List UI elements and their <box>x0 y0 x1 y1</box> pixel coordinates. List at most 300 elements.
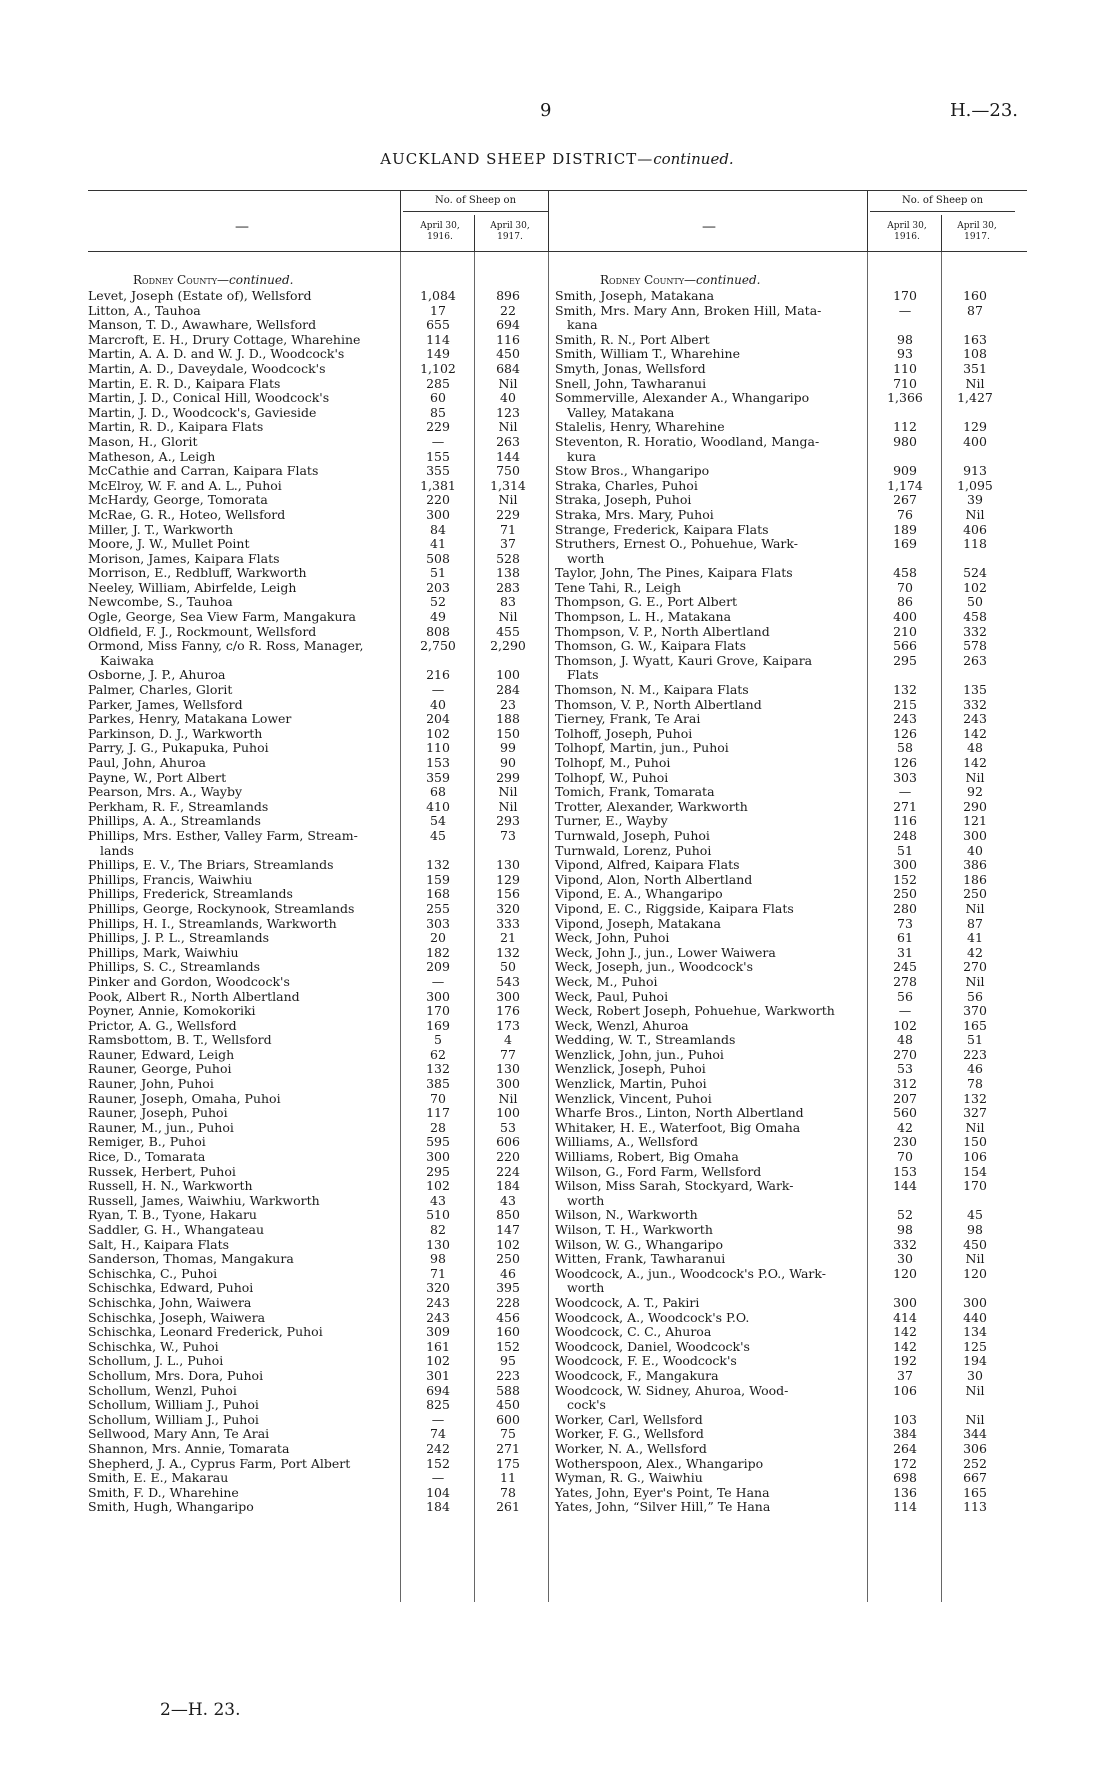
owner-name: Manson, T. D., Awawhare, Wellsford <box>88 317 317 333</box>
sheep-1917: 228 <box>496 1294 520 1310</box>
sheep-1916: 207 <box>893 1090 917 1106</box>
document-reference: H.—23. <box>949 100 1018 121</box>
owner-name: Whitaker, H. E., Waterfoot, Big Omaha <box>555 1119 801 1135</box>
table-row <box>555 1500 1027 1515</box>
sheep-1916: 74 <box>430 1426 446 1442</box>
table-row <box>88 1486 560 1501</box>
sheep-1917: 132 <box>963 1090 987 1106</box>
sheep-1916: 142 <box>893 1324 917 1340</box>
sheep-1916: 2,750 <box>420 638 456 654</box>
table-row <box>88 1427 560 1442</box>
owner-name: Wenzlick, John, jun., Puhoi <box>555 1046 724 1062</box>
sheep-1917: 134 <box>963 1324 987 1340</box>
sheep-1917: 667 <box>963 1470 987 1486</box>
table-row <box>555 683 1027 698</box>
sheep-1917: 135 <box>963 682 987 698</box>
sheep-1917: Nil <box>965 1119 985 1135</box>
sheep-1916: 98 <box>430 1251 446 1267</box>
table-row <box>555 873 1027 888</box>
header-date-1917: April 30, 1917. <box>490 221 530 242</box>
table-row <box>88 304 560 319</box>
owner-name: Neeley, William, Abirfelde, Leigh <box>88 579 297 595</box>
owner-name: Weck, John, Puhoi <box>555 930 670 946</box>
owner-name: Woodcock, A. T., Pakiri <box>555 1294 700 1310</box>
sheep-1916: 153 <box>893 1163 917 1179</box>
sheep-1916: 106 <box>893 1382 917 1398</box>
owner-name: Phillips, Francis, Waiwhiu <box>88 871 253 887</box>
owner-name: Phillips, Mark, Waiwhiu <box>88 944 239 960</box>
owner-name: Woodcock, F., Mangakura <box>555 1367 719 1383</box>
table-row <box>555 1033 1027 1048</box>
owner-name: Mason, H., Glorit <box>88 433 198 449</box>
sheep-1917: 184 <box>496 1178 520 1194</box>
owner-name: Parkes, Henry, Matakana Lower <box>88 711 292 727</box>
sheep-1916: 152 <box>426 1455 450 1471</box>
owner-name: Oldfield, F. J., Rockmount, Wellsford <box>88 623 317 639</box>
sheep-1916: 825 <box>426 1397 450 1413</box>
owner-name: Sanderson, Thomas, Mangakura <box>88 1251 294 1267</box>
owner-name: Schischka, Joseph, Waiwera <box>88 1309 266 1325</box>
owner-name: Williams, A., Wellsford <box>555 1134 698 1150</box>
sheep-1917: 39 <box>967 492 983 508</box>
sheep-1917: 116 <box>496 331 520 347</box>
sheep-1916: 209 <box>426 959 450 975</box>
sheep-1917: 30 <box>967 1367 983 1383</box>
owner-name: Schollum, Mrs. Dora, Puhoi <box>88 1367 264 1383</box>
sheep-1917: Nil <box>965 900 985 916</box>
owner-name: Trotter, Alexander, Warkworth <box>555 798 748 814</box>
owner-name: Parry, J. G., Pukapuka, Puhoi <box>88 740 269 756</box>
owner-name: Vipond, E. A., Whangaripo <box>555 886 723 902</box>
sheep-1916: 355 <box>426 463 450 479</box>
sheep-1917: 46 <box>967 1061 983 1077</box>
sheep-1916: 400 <box>893 609 917 625</box>
table-row <box>88 741 560 756</box>
sheep-1917: 75 <box>500 1426 516 1442</box>
sheep-1917: Nil <box>965 769 985 785</box>
county-subheading: Rodney County—continued. <box>133 273 294 287</box>
owner-name: Ogle, George, Sea View Farm, Mangakura <box>88 609 356 625</box>
table-row <box>88 347 560 362</box>
sheep-1917: 48 <box>967 740 983 756</box>
sheep-1916: 52 <box>430 594 446 610</box>
owner-name: Weck, John J., jun., Lower Waiwera <box>555 944 776 960</box>
owner-name: McCathie and Carran, Kaipara Flats <box>88 463 319 479</box>
sheep-1917: Nil <box>965 1411 985 1427</box>
table-row <box>88 595 560 610</box>
table-row <box>555 1267 1027 1296</box>
sheep-1916: 5 <box>434 1032 442 1048</box>
sheep-1917: 150 <box>496 725 520 741</box>
page-footer: 2—H. 23. <box>160 1700 241 1720</box>
sheep-1916: 48 <box>897 1032 913 1048</box>
left-column-table <box>88 190 560 1515</box>
owner-name: Perkham, R. F., Streamlands <box>88 798 269 814</box>
table-row <box>555 333 1027 348</box>
owner-name: Yates, John, Eyer's Point, Te Hana <box>555 1484 770 1500</box>
table-row <box>88 523 560 538</box>
sheep-1916: 280 <box>893 900 917 916</box>
right-rows <box>555 272 1027 1515</box>
table-row <box>88 1281 560 1296</box>
sheep-1916: 1,366 <box>887 390 923 406</box>
table-row <box>88 800 560 815</box>
sheep-1916: 76 <box>897 506 913 522</box>
sheep-1916: 28 <box>430 1119 446 1135</box>
sheep-1917: 41 <box>967 930 983 946</box>
sheep-1916: 510 <box>426 1207 450 1223</box>
table-row <box>88 1296 560 1311</box>
sheep-1917: Nil <box>498 1090 518 1106</box>
table-row <box>555 479 1027 494</box>
sheep-1916: 31 <box>897 944 913 960</box>
sheep-1917: 42 <box>967 944 983 960</box>
sheep-1917: 108 <box>963 346 987 362</box>
sheep-1916: 152 <box>893 871 917 887</box>
owner-name: Thomson, J. Wyatt, Kauri Grove, Kaipara Flats <box>555 652 813 683</box>
sheep-1917: 132 <box>496 944 520 960</box>
owner-name: Wharfe Bros., Linton, North Albertland <box>555 1105 804 1121</box>
owner-name: Strange, Frederick, Kaipara Flats <box>555 521 769 537</box>
sheep-1917: 320 <box>496 900 520 916</box>
sheep-1916: 132 <box>426 1061 450 1077</box>
table-row <box>88 1457 560 1472</box>
owner-name: Turnwald, Joseph, Puhoi <box>555 827 710 843</box>
table-row <box>88 1179 560 1194</box>
sheep-1917: 370 <box>963 1003 987 1019</box>
table-row <box>555 1062 1027 1077</box>
owner-name: Schischka, W., Puhoi <box>88 1338 219 1354</box>
sheep-1917: 684 <box>496 360 520 376</box>
sheep-1916: 37 <box>897 1367 913 1383</box>
owner-name: Wilson, G., Ford Farm, Wellsford <box>555 1163 762 1179</box>
sheep-1917: 252 <box>963 1455 987 1471</box>
table-row <box>555 1165 1027 1180</box>
table-row <box>88 435 560 450</box>
owner-name: Phillips, E. V., The Briars, Streamlands <box>88 857 334 873</box>
table-row <box>555 814 1027 829</box>
sheep-1916: — <box>898 1003 912 1019</box>
table-row <box>88 493 560 508</box>
table-row <box>88 1369 560 1384</box>
owner-name: Shannon, Mrs. Annie, Tomarata <box>88 1440 290 1456</box>
table-row <box>555 712 1027 727</box>
sheep-1916: 71 <box>430 1265 446 1281</box>
sheep-1917: 400 <box>963 433 987 449</box>
owner-name: Osborne, J. P., Ahuroa <box>88 667 226 683</box>
owner-name: Parker, James, Wellsford <box>88 696 243 712</box>
owner-name: Pearson, Mrs. A., Wayby <box>88 784 243 800</box>
sheep-1916: 215 <box>893 696 917 712</box>
sheep-1916: 153 <box>426 755 450 770</box>
owner-name: Russell, H. N., Warkworth <box>88 1178 253 1194</box>
sheep-1916: 309 <box>426 1324 450 1340</box>
table-row <box>555 1369 1027 1384</box>
table-row <box>555 902 1027 917</box>
owner-name: Woodcock, F. E., Woodcock's <box>555 1353 737 1369</box>
sheep-1917: 263 <box>496 433 520 449</box>
table-row <box>555 1252 1027 1267</box>
sheep-1916: 110 <box>893 360 917 376</box>
table-row <box>555 1048 1027 1063</box>
sheep-1916: 98 <box>897 331 913 347</box>
sheep-1917: 750 <box>496 463 520 479</box>
sheep-1916: 102 <box>893 1017 917 1033</box>
sheep-1917: 102 <box>496 1236 520 1252</box>
sheep-1917: 1,095 <box>957 477 993 493</box>
sheep-1916: 189 <box>893 521 917 537</box>
sheep-1916: 385 <box>426 1076 450 1092</box>
sheep-1917: 406 <box>963 521 987 537</box>
sheep-1916: 51 <box>430 565 446 581</box>
sheep-1916: 86 <box>897 594 913 610</box>
table-row <box>88 712 560 727</box>
table-row <box>555 1121 1027 1136</box>
sheep-1917: 87 <box>967 915 983 931</box>
sheep-1917: Nil <box>498 798 518 814</box>
sheep-1917: 121 <box>963 813 987 829</box>
owner-name: Rauner, George, Puhoi <box>88 1061 232 1077</box>
sheep-1917: 386 <box>963 857 987 873</box>
table-row <box>88 625 560 640</box>
sheep-1917: 100 <box>496 667 520 683</box>
table-row <box>88 362 560 377</box>
sheep-1916: 60 <box>430 390 446 406</box>
table-row <box>555 1004 1027 1019</box>
sheep-1916: 161 <box>426 1338 450 1354</box>
sheep-1917: 220 <box>496 1149 520 1165</box>
sheep-1916: 45 <box>430 827 446 843</box>
sheep-1917: 46 <box>500 1265 516 1281</box>
table-row <box>88 1354 560 1369</box>
table-row <box>88 450 560 465</box>
sheep-1917: 270 <box>963 959 987 975</box>
sheep-1917: 152 <box>496 1338 520 1354</box>
table-row <box>88 960 560 975</box>
owner-name: Ryan, T. B., Tyone, Hakaru <box>88 1207 257 1223</box>
table-row <box>555 493 1027 508</box>
table-row <box>555 1077 1027 1092</box>
sheep-1916: 278 <box>893 973 917 989</box>
sheep-1917: 528 <box>496 550 520 566</box>
table-row <box>88 479 560 494</box>
table-row <box>555 946 1027 961</box>
sheep-1916: 54 <box>430 813 446 829</box>
header-dash: — <box>235 219 249 235</box>
owner-name: Rice, D., Tomarata <box>88 1149 206 1165</box>
sheep-1917: 588 <box>496 1382 520 1398</box>
sheep-1916: 20 <box>430 930 446 946</box>
table-row <box>88 639 560 668</box>
table-row <box>88 1106 560 1121</box>
owner-name: Weck, Joseph, jun., Woodcock's <box>555 959 753 975</box>
table-row <box>555 435 1027 464</box>
owner-name: Tolhopf, M., Puhoi <box>555 755 671 770</box>
sheep-1916: 93 <box>897 346 913 362</box>
owner-name: Phillips, Frederick, Streamlands <box>88 886 293 902</box>
owner-name: Turnwald, Lorenz, Puhoi <box>555 842 712 858</box>
table-row <box>88 377 560 392</box>
sheep-1916: 58 <box>897 740 913 756</box>
owner-name: Snell, John, Tawharanui <box>555 375 707 391</box>
table-row <box>88 785 560 800</box>
table-row <box>555 464 1027 479</box>
table-header <box>555 190 1027 252</box>
sheep-1916: 710 <box>893 375 917 391</box>
sheep-1916: 300 <box>426 988 450 1004</box>
table-row <box>88 508 560 523</box>
owner-name: Paul, John, Ahuroa <box>88 755 206 770</box>
sheep-1916: 53 <box>897 1061 913 1077</box>
sheep-1916: 82 <box>430 1222 446 1237</box>
sheep-1917: 261 <box>496 1499 520 1515</box>
sheep-1917: 293 <box>496 813 520 829</box>
sheep-1917: 50 <box>500 959 516 975</box>
owner-name: Worker, N. A., Wellsford <box>555 1440 707 1456</box>
sheep-1917: 896 <box>496 288 520 303</box>
sheep-1916: 132 <box>426 857 450 873</box>
table-row <box>555 523 1027 538</box>
owner-name: Thompson, L. H., Matakana <box>555 609 732 625</box>
table-row <box>88 1398 560 1413</box>
sheep-1917: 450 <box>963 1236 987 1252</box>
sheep-1917: 1,427 <box>957 390 993 406</box>
owner-name: Morrison, E., Redbluff, Warkworth <box>88 565 307 581</box>
sheep-1916: 52 <box>897 1207 913 1223</box>
owner-name: Vipond, Joseph, Matakana <box>555 915 721 931</box>
sheep-1917: 290 <box>963 798 987 814</box>
sheep-1917: 154 <box>963 1163 987 1179</box>
owner-name: Woodcock, A., jun., Woodcock's P.O., Wark- worth <box>555 1265 826 1296</box>
owner-name: Smith, Joseph, Matakana <box>555 288 715 303</box>
sheep-1916: 220 <box>426 492 450 508</box>
owner-name: Schollum, William J., Puhoi <box>88 1397 259 1413</box>
owner-name: McElroy, W. F. and A. L., Puhoi <box>88 477 282 493</box>
owner-name: Moore, J. W., Mullet Point <box>88 536 250 552</box>
sheep-1917: 50 <box>967 594 983 610</box>
header-date-1916: April 30, 1916. <box>420 221 460 242</box>
owner-name: Russek, Herbert, Puhoi <box>88 1163 236 1179</box>
sheep-1916: 130 <box>426 1236 450 1252</box>
sheep-1916: 170 <box>426 1003 450 1019</box>
owner-name: Vipond, E. C., Riggside, Kaipara Flats <box>555 900 794 916</box>
owner-name: Schischka, John, Waiwera <box>88 1294 252 1310</box>
table-row <box>88 887 560 902</box>
owner-name: Woodcock, C. C., Ahuroa <box>555 1324 712 1340</box>
sheep-1916: 170 <box>893 288 917 303</box>
owner-name: Phillips, George, Rockynook, Streamlands <box>88 900 355 916</box>
owner-name: Straka, Charles, Puhoi <box>555 477 698 493</box>
header-sheep-on: No. of Sheep on <box>870 195 1015 212</box>
sheep-1917: 160 <box>963 288 987 303</box>
table-row <box>88 1208 560 1223</box>
table-row <box>88 1500 560 1515</box>
owner-name: Rauner, M., jun., Puhoi <box>88 1119 234 1135</box>
sheep-1917: 129 <box>963 419 987 435</box>
owner-name: Smith, Mrs. Mary Ann, Broken Hill, Mata- kana <box>555 302 822 333</box>
sheep-1916: 144 <box>893 1178 917 1194</box>
right-column-table <box>555 190 1027 1515</box>
owner-name: Smith, William T., Wharehine <box>555 346 740 362</box>
sheep-1916: 303 <box>893 769 917 785</box>
sheep-1916: 243 <box>426 1294 450 1310</box>
sheep-1917: 98 <box>967 1222 983 1237</box>
table-row <box>555 1311 1027 1326</box>
sheep-1916: 155 <box>426 448 450 464</box>
sheep-1917: 144 <box>496 448 520 464</box>
table-row <box>88 1238 560 1253</box>
owner-name: Schischka, C., Puhoi <box>88 1265 218 1281</box>
sheep-1917: 284 <box>496 682 520 698</box>
sheep-1916: 243 <box>426 1309 450 1325</box>
table-row <box>555 931 1027 946</box>
table-row <box>88 975 560 990</box>
county-subheading: Rodney County—continued. <box>600 273 761 287</box>
owner-name: Thomson, G. W., Kaipara Flats <box>555 638 746 654</box>
sheep-1916: 245 <box>893 959 917 975</box>
owner-name: Smyth, Jonas, Wellsford <box>555 360 706 376</box>
owner-name: Litton, A., Tauhoa <box>88 302 201 318</box>
owner-name: Rauner, Joseph, Omaha, Puhoi <box>88 1090 281 1106</box>
sheep-1917: 186 <box>963 871 987 887</box>
table-row <box>88 1077 560 1092</box>
sheep-1917: 224 <box>496 1163 520 1179</box>
sheep-1916: 117 <box>426 1105 450 1121</box>
table-row <box>88 1325 560 1340</box>
sheep-1917: 11 <box>500 1470 516 1486</box>
sheep-1916: 250 <box>893 886 917 902</box>
table-row <box>88 931 560 946</box>
sheep-1917: 125 <box>963 1338 987 1354</box>
sheep-1916: 102 <box>426 725 450 741</box>
table-row <box>555 304 1027 333</box>
owner-name: Martin, J. D., Woodcock's, Gavieside <box>88 404 317 420</box>
table-row <box>555 1296 1027 1311</box>
table-row <box>88 333 560 348</box>
owner-name: Tolhoff, Joseph, Puhoi <box>555 725 693 741</box>
sheep-1917: 456 <box>496 1309 520 1325</box>
sheep-1917: 440 <box>963 1309 987 1325</box>
table-row <box>88 917 560 932</box>
sheep-1917: 176 <box>496 1003 520 1019</box>
owner-name: Wilson, N., Warkworth <box>555 1207 698 1223</box>
table-row <box>88 1092 560 1107</box>
table-row <box>555 595 1027 610</box>
table-row <box>88 464 560 479</box>
sheep-1916: 203 <box>426 579 450 595</box>
sheep-1917: 524 <box>963 565 987 581</box>
sheep-1916: 204 <box>426 711 450 727</box>
sheep-1916: 98 <box>897 1222 913 1237</box>
sheep-1917: 271 <box>496 1440 520 1456</box>
sheep-1917: 299 <box>496 769 520 785</box>
sheep-1917: Nil <box>965 1251 985 1267</box>
sheep-1917: 543 <box>496 973 520 989</box>
sheep-1916: 184 <box>426 1499 450 1515</box>
owner-name: Worker, F. G., Wellsford <box>555 1426 704 1442</box>
sheep-1916: 301 <box>426 1367 450 1383</box>
sheep-1917: 23 <box>500 696 516 712</box>
table-row <box>88 1121 560 1136</box>
owner-name: Stalelis, Henry, Wharehine <box>555 419 725 435</box>
sheep-1917: 165 <box>963 1017 987 1033</box>
table-row <box>555 625 1027 640</box>
table-row <box>555 917 1027 932</box>
table-row <box>88 1340 560 1355</box>
table-row <box>555 1208 1027 1223</box>
sheep-1917: 229 <box>496 506 520 522</box>
table-row <box>88 771 560 786</box>
